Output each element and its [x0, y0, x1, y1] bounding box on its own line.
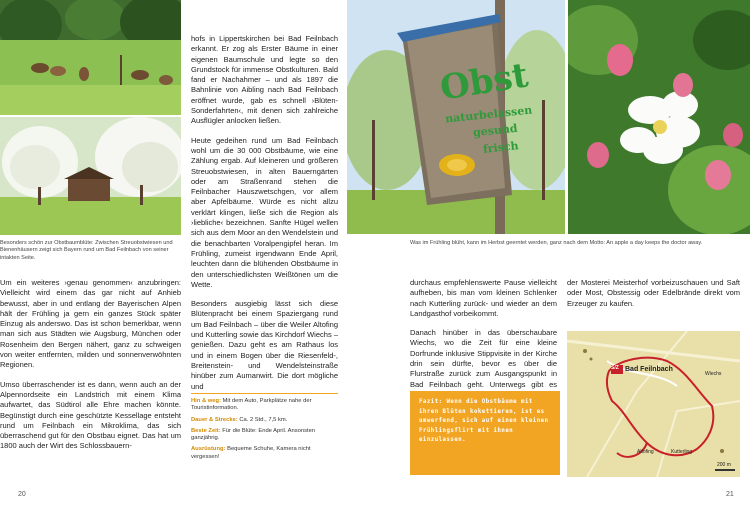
left-body-column-2 [191, 34, 338, 401]
map-label-kutterling: Kutterling [671, 449, 693, 455]
map-label-wiechs: Wiechs [705, 371, 722, 377]
paragraph: Heute gedeihen rund um Bad Feilnbach wohl um die 30 000 Obstbäume, wie eine Zählung ergab. Auf kleineren und größeren Streuobstwiesen, in alten Bauerngärten oder am Straßenrand stehen die Feilnbacher Hauszwetschgen, vor allem aber Apfelbäume. Würde es nicht allzu verklärt klingen, ließe sich die Region als ›liebliche‹ bezeichnen. Sanfte Hügel wellen sich aus dem Moor an den Wendelstein und die benachbarten Voralpengipfel heran. Im Frühling, zumeist irgendwann Ende April, leuchten dann die blühenden Obstbäume in den unterschiedlichsten Weißtönen um die Wette. [191, 135, 338, 289]
page-number-right: 21 [726, 491, 734, 498]
map-scale: 200 m [717, 462, 731, 468]
info-row-equipment [191, 446, 338, 461]
info-value: Für die Blüte: Ende April. Ansonsten ganzjährig. [191, 427, 316, 442]
page-number-left: 20 [18, 491, 26, 498]
sign-line-2: gesund [472, 121, 519, 140]
info-key: Hin & weg: [191, 398, 221, 404]
info-box [191, 398, 338, 465]
info-key: Dauer & Strecke: [191, 416, 238, 423]
right-photo-caption: Was im Frühling blüht, kann im Herbst geerntet werden, ganz nach dem Motto: An apple a day keeps the doctor away. [410, 240, 703, 246]
paragraph: Um ein weiteres ›genau genommen‹ anzubringen: Vielleicht wird einem das gar nicht auf Anhieb bewusst, aber in und entlang der Bayerischen Alpen hält der Frühling ja gern ein ganzes Stück später Einzug als anderswo. Das ist schon bemerkbar, wenn man sich aus Städten wie Augsburg, München oder Rosenheim den Bergen nähert, ganz zu schweigen von weiter entfernten, milden und sonnenverwöhnten Regionen. [0, 278, 181, 370]
paragraph: Besonders ausgiebig lässt sich diese Blütenpracht bei einem Spaziergang rund um Bad Feilnbach – über die Weiler Altofing und Kutterling sowie das Kirchdorf Wiechs – genießen. Dazu geht es am Rathaus los und in einem Bogen über die Riesenfeld-, Breitenstein- und Wendelsteinstraße hinüber zum Aumanwirt. Die dort mögliche und [191, 299, 338, 391]
right-body-column-2 [567, 278, 740, 318]
info-key: Beste Zeit: [191, 427, 221, 434]
right-body-column-1 [410, 278, 557, 409]
paragraph: durchaus empfehlenswerte Pause vielleicht aufheben, bis man vom kleinen Schlenker nach Kutterling zurück- und wieder an dem Landgasthof vorbeikommt. [410, 278, 557, 318]
info-row-travel [191, 398, 338, 413]
info-value: Mit dem Auto, Parkplätze nahe der Touristinformation. [191, 398, 312, 412]
info-value: Ca. 2 Std., 7,5 km. [239, 416, 288, 423]
info-top-rule [191, 393, 338, 394]
left-photo-caption: Besonders schön zur Obstbaumblüte: Zwischen Streuobstwiesen und Bienenhäusern zeigt sich Bayern rund um Bad Feilnbach von seiner intakten Seite. [0, 240, 173, 261]
photo-cows-meadow [0, 0, 181, 115]
sign-line-1: naturbelassen [444, 103, 533, 126]
info-key: Ausrüstung: [191, 446, 226, 453]
paragraph: Umso überraschender ist es dann, wenn auch an der Alpennordseite ein Landstrich mit einem Klima aufwartet, das Südtirol alle Ehre machen könnte. Begünstigt durch eine geschützte Kessellage entsteht rund um Feilnbach ein Mikroklima, das sich überraschend gut für den Obstbau eignet. Das hat um 1800 auch der Wirt des Schlossbauern- [0, 379, 181, 451]
photo-blossom-trees [0, 117, 181, 235]
sign-title: Obst [437, 55, 531, 109]
photo-apple-blossoms [568, 0, 750, 234]
paragraph: hofs in Lippertskirchen bei Bad Feilnbach erkannt. Er zog als Erster Bäume in einer eigenen Baumschule und legte so den Grundstock für immense Obstkulturen. Bald fand er Nachahmer – und als 1897 die Bahnlinie von Aibling nach Bad Feilnbach eröffnet wurde, gab es schnell ›Blüten-Sonderfahrten‹, mit denen sich zahlreiche Ausflügler anlocken ließen. [191, 34, 338, 126]
route-map [567, 331, 740, 477]
map-label-town: Bad Feilnbach [625, 366, 673, 373]
paragraph: Danach hinüber in das überschaubare Wiechs, wo die Zeit für eine kleine Dorfrunde inklusive Stippvisite in der Kirche drin sein dürfte, bevor es über die Flurstraße zurück zum Ausgangspunkt in Bad Feilnbach geht. Unterwegs gibt es [410, 328, 557, 389]
fazit-box: Fazit: Wenn die Obstbäume mit ihren Blüten kokettieren, ist es umwerfend, sich auf einen kleinen Frühlingsflirt mit ihnen einzulassen. [410, 391, 560, 475]
left-body-column-1 [0, 278, 181, 461]
map-label-altofing: Altofing [637, 449, 654, 455]
info-row-duration [191, 417, 338, 424]
map-marker-start: S/Z [611, 365, 619, 371]
sign-line-3: frisch [482, 139, 520, 156]
paragraph: der Mosterei Meisterhof vorbeizuschauen und Saft oder Most, Obstessig oder Edelbrände direkt vom Erzeuger zu kaufen. [567, 278, 740, 308]
info-row-best-time [191, 428, 338, 443]
info-value: Bequeme Schuhe, Kamera nicht vergessen! [191, 446, 311, 460]
